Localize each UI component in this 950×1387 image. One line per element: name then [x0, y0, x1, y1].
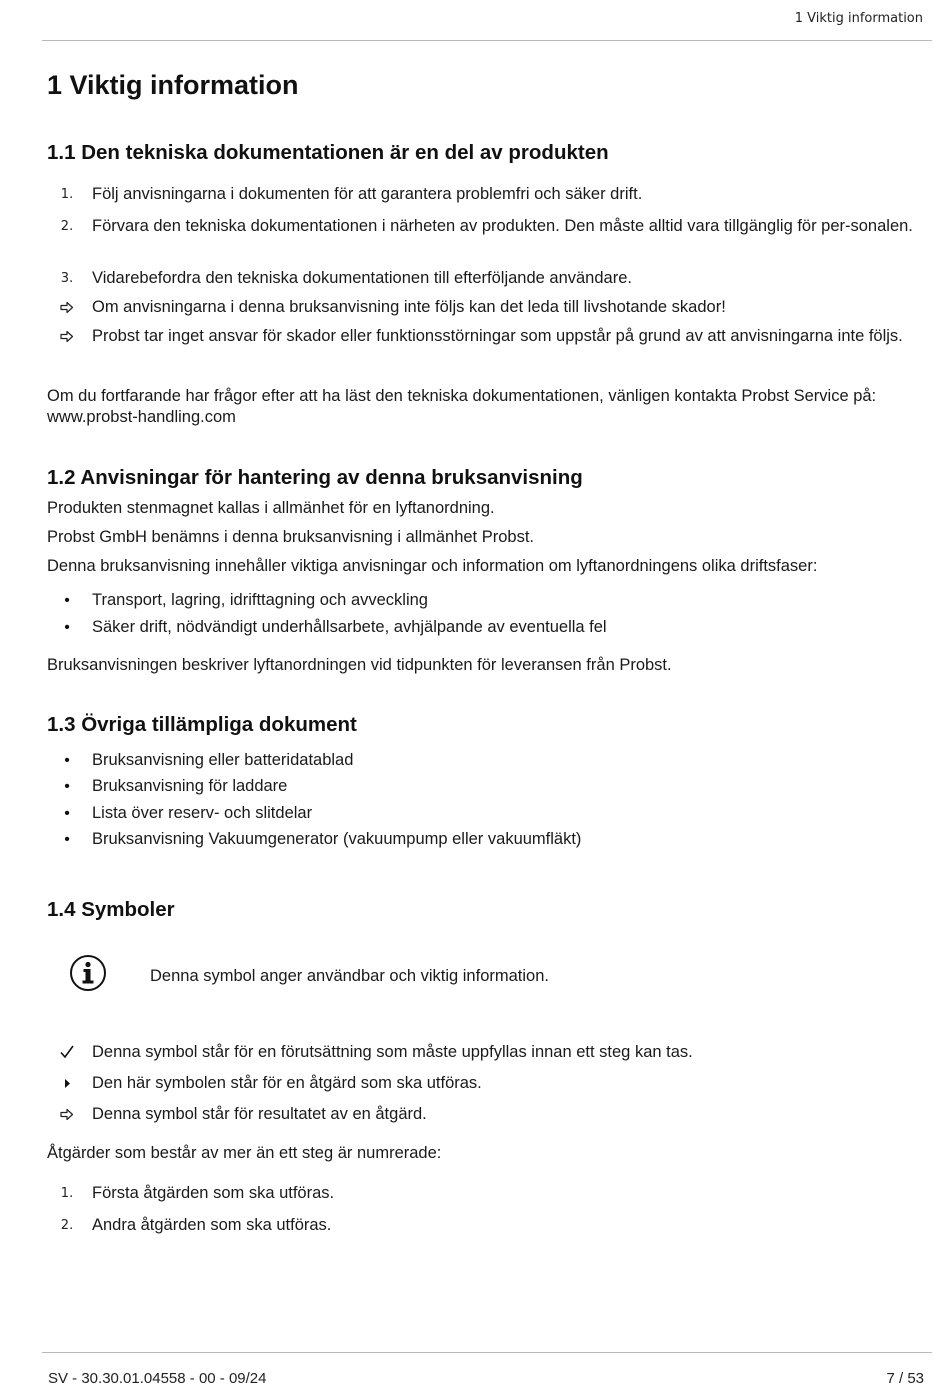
- item-text: Bruksanvisning för laddare: [92, 777, 288, 795]
- result-item: [47, 326, 927, 347]
- item-number: 1.: [60, 187, 74, 202]
- item-text: Denna symbol står för en förutsättning som måste uppfyllas innan ett steg kan tas.: [92, 1043, 693, 1061]
- bullet-item: [47, 803, 927, 824]
- item-text: Bruksanvisning Vakuumgenerator (vakuumpump eller vakuumfläkt): [92, 830, 582, 848]
- arrow-right-icon: [60, 297, 74, 318]
- symbol-line: [47, 1104, 927, 1125]
- page-number: 7 / 53: [886, 1370, 924, 1387]
- item-text: Förvara den tekniska dokumentationen i närheten av produkten. Den måste alltid vara tillgänglig för per-sonalen.: [92, 217, 913, 235]
- bullet-icon: •: [64, 592, 70, 609]
- numbered-item: [47, 216, 927, 237]
- running-header: 1 Viktig information: [794, 11, 923, 26]
- item-text: Första åtgärden som ska utföras.: [92, 1184, 335, 1202]
- bullet-item: [47, 829, 927, 850]
- info-icon: [69, 954, 107, 992]
- numbered-item: [47, 184, 927, 205]
- numbered-item: [47, 1183, 927, 1204]
- footer-divider: [42, 1352, 932, 1353]
- item-number: 1.: [60, 1186, 74, 1201]
- item-text: Följ anvisningarna i dokumenten för att garantera problemfri och säker drift.: [92, 185, 643, 203]
- bullet-icon: •: [64, 619, 70, 636]
- header-divider: [42, 40, 932, 41]
- document-code: SV - 30.30.01.04558 - 00 - 09/24: [48, 1370, 267, 1387]
- numbered-item: [47, 268, 927, 289]
- bullet-icon: •: [64, 752, 70, 769]
- section-heading-1-2: 1.2 Anvisningar för hantering av denna bruksanvisning: [47, 466, 583, 489]
- section-heading-1-4: 1.4 Symboler: [47, 898, 175, 921]
- symbol-line: [47, 1073, 927, 1094]
- numbered-item: [47, 1215, 927, 1236]
- bullet-icon: •: [64, 778, 70, 795]
- item-text: Lista över reserv- och slitdelar: [92, 804, 313, 822]
- paragraph: Probst GmbH benämns i denna bruksanvisning i allmänhet Probst.: [47, 528, 534, 546]
- item-text: Probst tar inget ansvar för skador eller funktionsstörningar som uppstår på grund av att anvisningarna inte följs.: [92, 327, 903, 345]
- bullet-item: [47, 750, 927, 771]
- item-text: Bruksanvisning eller batteridatablad: [92, 751, 354, 769]
- info-symbol-text: Denna symbol anger användbar och viktig information.: [150, 967, 549, 985]
- chapter-title: 1 Viktig information: [47, 70, 299, 100]
- paragraph: Bruksanvisningen beskriver lyftanordningen vid tidpunkten för leveransen från Probst.: [47, 656, 672, 674]
- section-heading-1-1: 1.1 Den tekniska dokumentationen är en del av produkten: [47, 141, 609, 164]
- item-number: 2.: [60, 219, 74, 234]
- item-text: Den här symbolen står för en åtgärd som ska utföras.: [92, 1074, 482, 1092]
- item-text: Andra åtgärden som ska utföras.: [92, 1216, 332, 1234]
- contact-paragraph: Om du fortfarande har frågor efter att ha läst den tekniska dokumentationen, vänligen kontakta Probst Service på: www.probst-handling.com: [47, 387, 877, 426]
- bullet-item: [47, 617, 927, 638]
- bullet-icon: •: [64, 831, 70, 848]
- item-number: 2.: [60, 1218, 74, 1233]
- paragraph: Produkten stenmagnet kallas i allmänhet för en lyftanordning.: [47, 499, 495, 517]
- bullet-item: [47, 590, 927, 611]
- arrow-right-icon: [60, 1104, 74, 1125]
- checkmark-icon: [59, 1042, 75, 1063]
- item-text: Om anvisningarna i denna bruksanvisning inte följs kan det leda till livshotande skador!: [92, 298, 726, 316]
- paragraph: Denna bruksanvisning innehåller viktiga anvisningar och information om lyftanordningens olika driftsfaser:: [47, 557, 818, 575]
- bullet-icon: •: [64, 805, 70, 822]
- result-item: [47, 297, 927, 318]
- item-text: Transport, lagring, idrifttagning och avveckling: [92, 591, 428, 609]
- steps-intro: Åtgärder som består av mer än ett steg är numrerade:: [47, 1144, 442, 1162]
- item-number: 3.: [60, 271, 74, 286]
- arrow-right-icon: [60, 326, 74, 347]
- item-text: Denna symbol står för resultatet av en åtgärd.: [92, 1105, 427, 1123]
- bullet-item: [47, 776, 927, 797]
- symbol-line: [47, 1042, 927, 1063]
- section-heading-1-3: 1.3 Övriga tillämpliga dokument: [47, 713, 357, 736]
- triangle-right-icon: [62, 1073, 72, 1094]
- item-text: Säker drift, nödvändigt underhållsarbete, avhjälpande av eventuella fel: [92, 618, 607, 636]
- item-text: Vidarebefordra den tekniska dokumentationen till efterföljande användare.: [92, 269, 632, 287]
